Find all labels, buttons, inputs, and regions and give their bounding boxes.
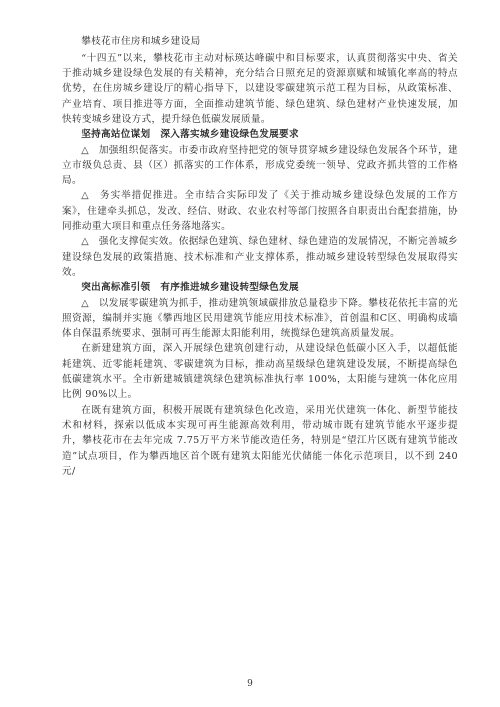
article-body (62, 34, 458, 479)
section-heading-2: 突出高标准引领 有序推进城乡建设转型绿色发展 (81, 282, 299, 294)
page-number: 9 (247, 679, 253, 689)
section-heading-1: 坚持高站位谋划 深入落实城乡建设绿色发展要求 (81, 129, 299, 141)
bullet-paragraph-measures: △ 务实举措促推进。全市结合实际印发了《关于推动城乡建设绿色发展的工作方案》，住建牵头抓总，发改、经信、财政、农业农村等部门按照各自职责出台配套措施，协同推动重大项目和重点任务落地落实。 (62, 190, 458, 233)
source-heading: 攀枝花市住房和城乡建设局 (81, 36, 201, 47)
bullet-paragraph-zero-carbon: △ 以发展零碳建筑为抓手，推动建筑领域碳排放总量稳步下降。攀枝花依托丰富的光照资源，编制并实施《攀西地区民用建筑节能应用技术标准》，首创温和C区、明确构成墙体自保温系统要求、强制可再生能源太阳能利用，统揽绿色建筑高质量发展。 (62, 297, 458, 340)
bullet-paragraph-support: △ 强化支撑促实效。依据绿色建筑、绿色建材、绿色建造的发展情况，不断完善城乡建设绿色发展的政策措施、技术标准和产业支撑体系，推动城乡建设转型绿色发展取得实效。 (62, 236, 458, 278)
intro-paragraph: “十四五”以来，攀枝花市主动对标瑛达峰碳中和目标要求，认真贯彻落实中央、省关于推动城乡建设绿色发展的有关精神，充分结合日照充足的资源禀赋和城镇化率高的特点优势，在住房城乡建设厅的精心指导下，以建设零碳建筑示范工程为目标，从政策标准、产业培育、项目推进等方面，全面推动建筑节能、绿色建筑、绿色建材产业快速发展，加快转变城乡建设方式，提升绿色低碳发展质量。 (62, 52, 458, 125)
paragraph-existing-buildings: 在既有建筑方面，积极开展既有建筑绿色化改造，采用光伏建筑一体化、新型节能技术和材料，探索以低成本实现可再生能源高效利用，带动城市既有建筑节能水平逐步提升，攀枝花市在去年完成 7.75万平方米节能改造任务，特别是“望江片区既有建筑节能改造”试点项目，作为攀西地区首个既有建筑太阳能光伏储能一体化示范项目，以不到 240 元/ (62, 404, 458, 477)
paragraph-new-buildings: 在新建建筑方面，深入开展绿色建筑创建行动，从建设绿色低碳小区入手，以超低能耗建筑、近零能耗建筑、零碳建筑为目标，推动高星级绿色建筑建设发展，不断提高绿色低碳建筑水平。全市新建城镇建筑绿色建筑标准执行率 100%，太阳能与建筑一体化应用比例 90%以上。 (62, 343, 458, 401)
bullet-paragraph-organization: △ 加强组织促落实。市委市政府坚持把党的领导贯穿城乡建设绿色发展各个环节，建立市级负总责、县（区）抓落实的工作体系，形成党委统一领导、党政齐抓共管的工作格局。 (62, 144, 458, 187)
